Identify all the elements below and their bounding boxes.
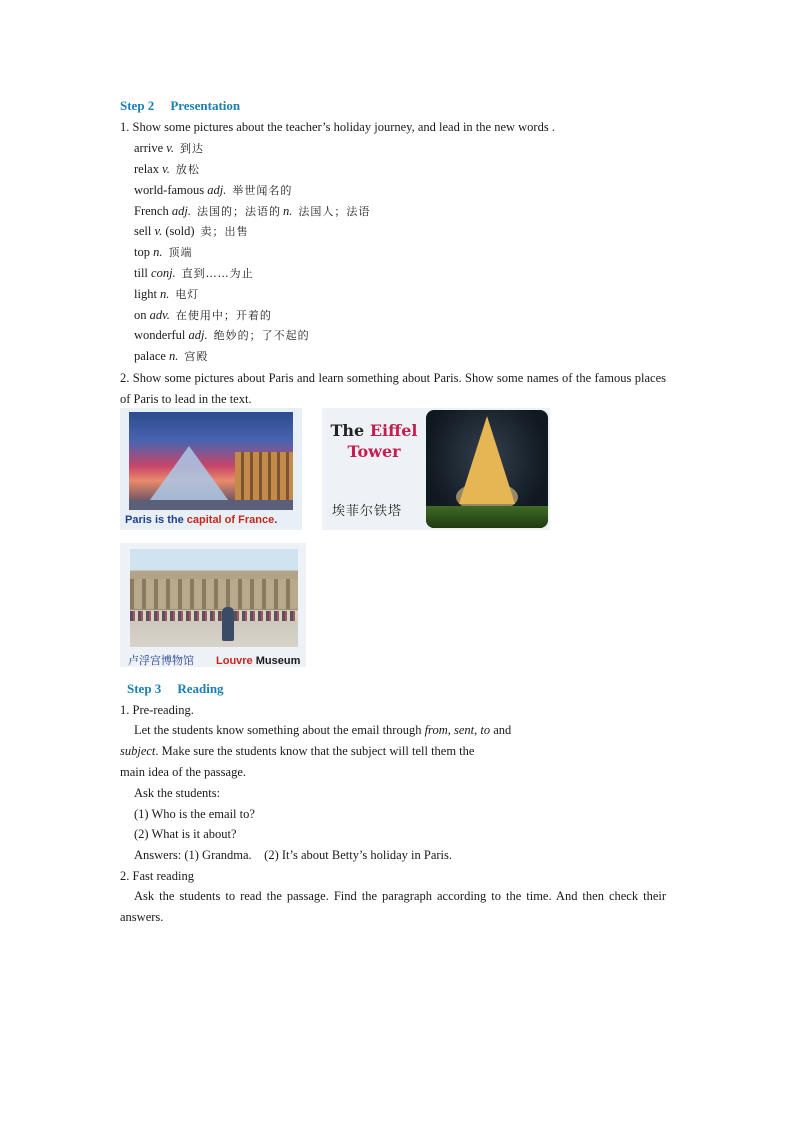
pre-reading-line2: subject. Make sure the students know that the subject will tell them the [120,744,475,758]
paris-capital-image [120,408,302,530]
step2-item2: 2. Show some pictures about Paris and learn something about Paris. Show some names of the famous places of Paris to lead in the text. [120,371,666,406]
step3-number: Step 3 [127,681,162,696]
vocab-item: on adv. 在使用中；开着的 [134,308,272,322]
step2-title: Presentation [170,98,241,113]
question-1: (1) Who is the email to? [134,807,255,821]
louvre-museum-caption: 卢浮宫博物馆 Louvre Museum [128,654,301,667]
step3-heading [127,681,224,697]
answers: Answers: (1) Grandma. (2) It’s about Betty’s holiday in Paris. [134,848,453,862]
pre-reading-line3: main idea of the passage. [120,765,246,779]
eiffel-tower-image [322,408,550,530]
fast-reading-text: Ask the students to read the passage. Find the paragraph according to the time. And then check their answers. [120,889,666,924]
vocab-item: palace n. 宫殿 [134,349,209,363]
vocab-item: French adj. 法国的；法语的 n. 法国人；法语 [134,204,371,218]
ask-students: Ask the students: [134,786,221,800]
step2-number: Step 2 [120,98,155,113]
pre-reading-heading: 1. Pre-reading. [120,703,194,717]
vocab-item: relax v. 放松 [134,162,200,176]
eiffel-tower-chinese-name: 埃菲尔铁塔 [332,504,403,519]
paris-capital-caption: Paris is the capital of France. [125,514,278,526]
vocab-item: till conj. 直到……为止 [134,266,254,280]
step2-item1: 1. Show some pictures about the teacher’s holiday journey, and lead in the new words . [120,120,555,134]
question-2: (2) What is it about? [134,827,237,841]
eiffel-tower-title: The Eiffel Tower [330,421,418,461]
vocab-item: light n. 电灯 [134,287,200,301]
vocab-item: top n. 顶端 [134,245,193,259]
louvre-museum-photo [130,549,298,647]
fast-reading-heading: 2. Fast reading [120,869,194,883]
louvre-museum-image [120,543,306,667]
pre-reading-line1: Let the students know something about the email through from, sent, to and [134,723,512,737]
vocab-item: world-famous adj. 举世闻名的 [134,183,293,197]
louvre-pyramid-photo [129,412,293,510]
vocab-item: arrive v. 到达 [134,141,205,155]
vocab-item: sell v. (sold) 卖；出售 [134,224,249,238]
eiffel-tower-photo [426,410,548,528]
step2-heading [120,98,240,114]
vocab-item: wonderful adj. 绝妙的；了不起的 [134,328,310,342]
step3-title: Reading [177,681,224,696]
